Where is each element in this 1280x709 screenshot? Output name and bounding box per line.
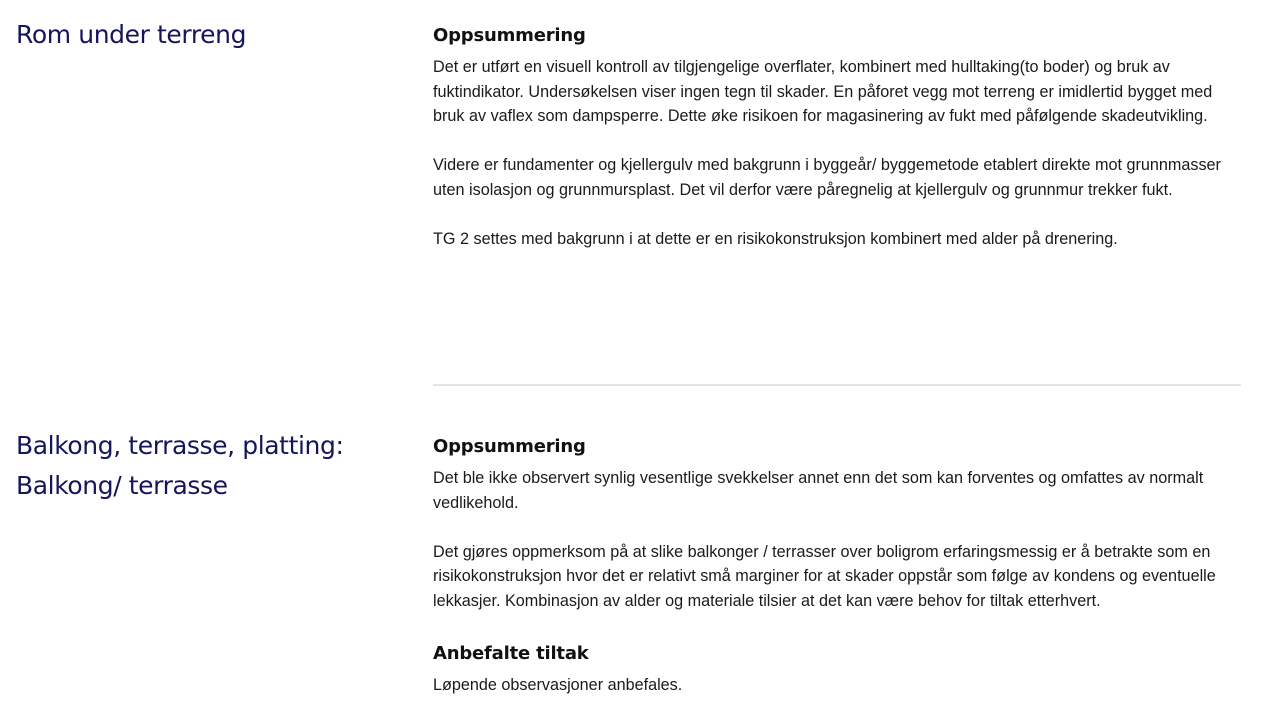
section-title (16, 15, 396, 55)
section-content (433, 24, 1241, 252)
summary-paragraph: Det ble ikke observert synlig vesentlige svekkelser annet enn det som kan forventes og omfattes av normalt vedlikehold. (433, 469, 1204, 512)
recommendation-heading: Anbefalte tiltak (433, 642, 589, 664)
summary-paragraph: TG 2 settes med bakgrunn i at dette er en risikokonstruksjon kombinert med alder på drenering. (433, 230, 1118, 249)
section-title-line: Balkong/ terrasse (16, 471, 228, 500)
section-content (433, 435, 1241, 697)
summary-paragraph: Videre er fundamenter og kjellergulv med bakgrunn i byggeår/ byggemetode etablert direkte mot grunnmasser uten isolasjon og grunnmursplast. Det vil derfor være påregnelig at kjellergulv og grunnmur trekker fukt. (433, 156, 1221, 199)
section-title (16, 426, 396, 506)
summary-heading: Oppsummering (433, 436, 586, 457)
recommendation-text: Løpende observasjoner anbefales. (433, 675, 683, 694)
summary-paragraph: Det er utført en visuell kontroll av tilgjengelige overflater, kombinert med hulltaking(to boder) og bruk av fuktindikator. Undersøkelsen viser ingen tegn til skader. En påforet vegg mot terreng er imidlertid bygget med bruk av vaflex som dampsperre. Dette øke risikoen for magasinering av fukt med påfølgende skadeutvikling. (433, 58, 1213, 126)
section-title-line: Rom under terreng (16, 20, 247, 49)
summary-paragraph: Det gjøres oppmerksom på at slike balkonger / terrasser over boligrom erfaringsmessig er å betrakte som en risikokonstruksjon hvor det er relativt små marginer for at skader oppstår som følge av kondens og eventuelle lekkasjer. Kombinasjon av alder og materiale tilsier at det kan være behov for tiltak etterhvert. (433, 542, 1216, 610)
section-title-line: Balkong, terrasse, platting: (16, 431, 344, 460)
section-divider (433, 384, 1241, 386)
summary-heading: Oppsummering (433, 25, 586, 46)
